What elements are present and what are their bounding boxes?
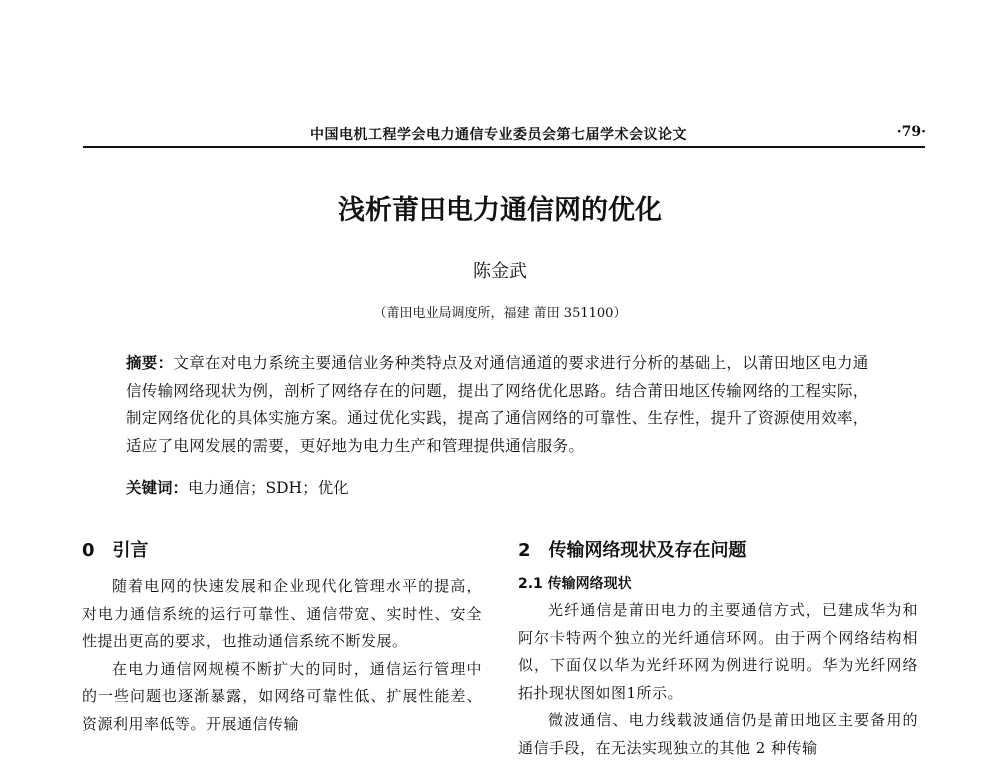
article-author: 陈金武 [473, 261, 527, 282]
page-number: ·79· [896, 124, 926, 140]
abstract-text: 文章在对电力系统主要通信业务种类特点及对通信通道的要求进行分析的基础上，以莆田地区电力通信传输网络现状为例，剖析了网络存在的问题，提出了网络优化思路。结合莆田地区传输网络的工程实际，制定网络优化的具体实施方案。通过优化实践，提高了通信网络的可靠性、生存性，提升了资源使用效率，适应了电网发展的需要，更好地为电力生产和管理提供通信服务。 [126, 354, 869, 455]
keywords-text: 电力通信；SDH；优化 [188, 479, 349, 497]
author-affiliation: （莆田电业局调度所，福建 莆田 351100） [373, 306, 627, 321]
article-title: 浅析莆田电力通信网的优化 [338, 195, 662, 226]
keywords [126, 476, 874, 498]
running-header: 中国电机工程学会电力通信专业委员会第七届学术会议论文 [310, 127, 687, 143]
section-heading-network-status: 2 传输网络现状及存在问题 [518, 540, 747, 561]
body-paragraph: 在电力通信网规模不断扩大的同时，通信运行管理中的一些问题也逐渐暴露，如网络可靠性低、扩展性能差、资源利用率低等。开展通信传输 [82, 659, 482, 733]
body-paragraph: 随着电网的快速发展和企业现代化管理水平的提高，对电力通信系统的运行可靠性、通信带宽、实时性、安全性提出更高的要求，也推动通信系统不断发展。 [82, 577, 482, 650]
abstract [126, 350, 874, 460]
abstract-label: 摘要： [126, 354, 174, 372]
keywords-label: 关键词： [126, 479, 189, 497]
body-paragraph: 光纤通信是莆田电力的主要通信方式，已建成华为和阿尔卡特两个独立的光纤通信环网。由于两个网络结构相似，下面仅以华为光纤环网为例进行说明。华为光纤网络拓扑现状图如图1所示。 [518, 601, 918, 702]
body-paragraph: 微波通信、电力线载波通信仍是莆田地区主要备用的通信手段，在无法实现独立的其他 2 种传输 [518, 711, 918, 757]
subsection-heading: 2.1 传输网络现状 [518, 576, 632, 592]
section-heading-introduction: 0 引言 [82, 540, 149, 561]
header-rule [83, 146, 925, 148]
left-column [82, 536, 482, 738]
right-column [518, 536, 918, 762]
